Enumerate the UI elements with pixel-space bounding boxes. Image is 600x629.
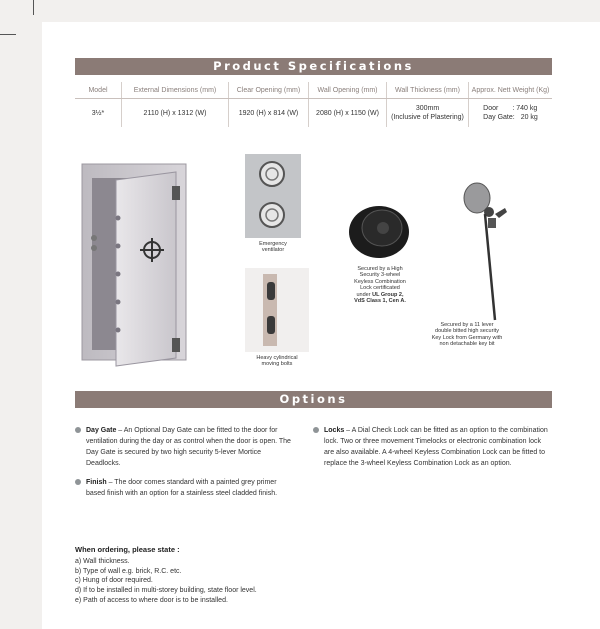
lock-caption [343, 266, 417, 304]
list-item: b) Type of wall e.g. brick, R.C. etc. [75, 567, 182, 575]
lock-caption-line-2: Security 3-wheel [359, 272, 401, 279]
ordering-section [75, 545, 257, 606]
bolts-caption [244, 355, 310, 368]
key-caption-line-2: double bitted high security [435, 328, 499, 335]
cell-external: 2110 (H) x 1312 (W) [122, 99, 229, 128]
cell-wall-opening: 2080 (H) x 1150 (W) [309, 99, 387, 128]
list-item: a) Wall thickness. [75, 557, 130, 565]
header-weight: Approx. Nett Weight (Kg) [469, 82, 553, 99]
option-locks [313, 425, 553, 469]
ventilator-caption [245, 241, 301, 254]
wall-thickness-note: (Inclusive of Plastering) [391, 114, 464, 121]
wall-thickness-value: 300mm [415, 105, 440, 112]
header-wall-thickness: Wall Thickness (mm) [387, 82, 469, 99]
lock-caption-line-3: Keyless Combination [354, 278, 406, 285]
cell-weight [469, 99, 553, 128]
option-day-gate [75, 425, 295, 469]
key-caption-line-3: Key Lock from Germany with [431, 334, 503, 341]
options-title: Options [75, 391, 552, 408]
list-item: e) Path of access to where door is to be installed. [75, 596, 228, 604]
option-locks-text: – A Dial Check Lock can be fitted as an option to the combination lock. Two or three movement Timelocks or electronic combination lock are also available. A 4-wheel Keyless Combination Lock can be fitted to replace the 3-wheel Keyless Combination Lock as an option. [324, 427, 548, 467]
specifications-title: Product Specifications [75, 58, 552, 75]
table-header-row [75, 82, 552, 99]
lock-caption-line-5a: under [356, 291, 373, 298]
bolts-caption-line-1: Heavy cylindrical [256, 355, 298, 361]
options-right-column [313, 425, 553, 477]
bolts-caption-line-2: moving bolts [261, 361, 293, 368]
lock-caption-line-6: VdS Class 1, Cen A. [354, 298, 406, 305]
option-finish-text: – The door comes standard with a painted grey primer based finish with an option for a stainless steel cladded finish. [86, 479, 278, 497]
key-caption [424, 322, 510, 348]
lock-caption-line-5b: UL Group 2, [372, 291, 404, 298]
list-item: d) If to be installed in multi-storey building, state floor level. [75, 587, 257, 595]
options-left-column [75, 425, 295, 507]
table-row [75, 99, 552, 128]
bullet-icon [313, 427, 319, 433]
bullet-icon [75, 427, 81, 433]
lock-caption-line-4: Lock certificated [360, 285, 400, 292]
weight-gate-value: 20 kg [520, 114, 538, 121]
crop-mark-vertical [33, 0, 34, 15]
ventilator-image [245, 154, 301, 238]
weight-values [483, 104, 538, 122]
key-lock-image [455, 180, 515, 325]
combination-lock-image [347, 200, 411, 260]
crop-mark-horizontal [0, 34, 16, 35]
cell-clear: 1920 (H) x 814 (W) [229, 99, 309, 128]
key-caption-line-1: Secured by a 11 lever [440, 322, 494, 328]
vault-door-image [80, 158, 196, 370]
weight-door-label: Door [483, 105, 499, 112]
key-caption-line-4: non detachable key bit [439, 341, 495, 348]
header-external-dimensions: External Dimensions (mm) [122, 82, 229, 99]
cell-wall-thickness [387, 99, 469, 128]
option-finish-title: Finish [86, 479, 107, 486]
option-day-gate-text: – An Optional Day Gate can be fitted to the door for ventilation during the day or as control when the door is open. The Day Gate is secured by two high security 5-lever Mortice Deadlocks. [86, 427, 291, 467]
option-day-gate-title: Day Gate [86, 427, 117, 434]
weight-door-value: : 740 kg [512, 105, 538, 112]
ventilator-caption-line-2: ventilator [261, 247, 285, 254]
option-locks-title: Locks [324, 427, 345, 434]
ventilator-caption-line-1: Emergency [259, 241, 287, 247]
ordering-title: When ordering, please state : [75, 545, 180, 554]
bolts-image [245, 268, 309, 352]
lock-caption-line-1: Secured by a High [357, 266, 403, 272]
header-model: Model [75, 82, 122, 99]
weight-gate-label: Day Gate: [483, 114, 515, 121]
header-clear-opening: Clear Opening (mm) [229, 82, 309, 99]
header-wall-opening: Wall Opening (mm) [309, 82, 387, 99]
option-finish [75, 477, 295, 499]
list-item: c) Hung of door required. [75, 577, 153, 585]
bullet-icon [75, 479, 81, 485]
cell-model: 3½* [75, 99, 122, 128]
specifications-table [75, 82, 552, 127]
